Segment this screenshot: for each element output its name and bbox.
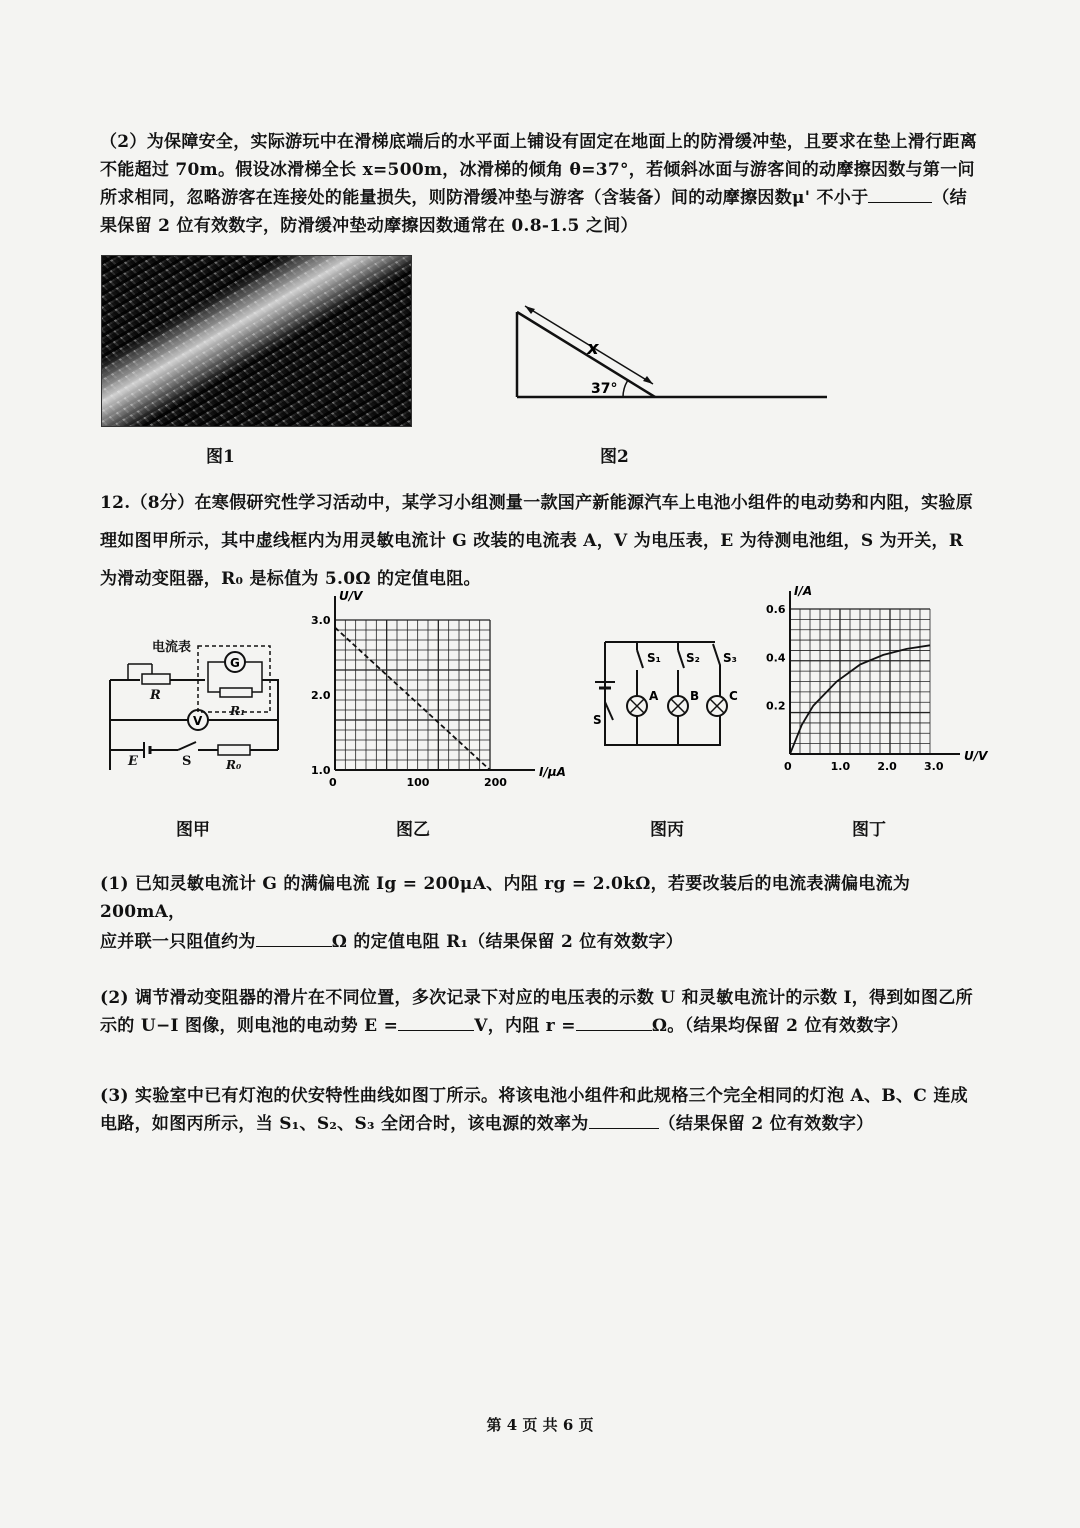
answer-blank-mu[interactable] [868,184,932,203]
fig2-incline-diagram [505,300,845,420]
x-tick-label: 0 [784,760,792,773]
x-tick-label: 100 [406,776,430,789]
bing-b-label: B [690,689,700,703]
jia-r1-label: R₁ [230,704,246,718]
jia-v-label: V [193,714,203,728]
bing-c-label: C [729,689,738,703]
x-tick-label: 0 [329,776,337,789]
x-tick-label: 3.0 [924,760,944,773]
x-tick-label: 1.0 [830,760,851,773]
q12-part1-c: Ω 的定值电阻 R₁（结果保留 2 位有效数字） [331,932,684,952]
y-tick-label: 1.0 [311,764,331,777]
jia-e-label: E [128,754,138,769]
bing-switch-s [605,702,613,720]
y-tick-label: 0.6 [766,603,786,616]
fig2-angle-label: 37° [591,381,618,397]
page-footer: 第 4 页 共 6 页 [486,1416,594,1434]
jia-r-label: R [150,688,161,703]
fig2-arrowhead-bottom [643,376,653,384]
bing-s2-label: S₂ [686,651,700,665]
q12-part2-c: Ω。（结果均保留 2 位有效数字） [651,1016,909,1036]
answer-blank-r[interactable] [576,1012,652,1031]
jia-ammeter-label: 电流表 [152,640,192,655]
bing-switch-s2 [678,650,684,668]
fig-ding-caption: 图丁 [852,820,886,840]
fig2-caption: 图2 [600,447,629,467]
answer-blank-efficiency[interactable] [589,1110,659,1129]
q12-part3-a: (3) 实验室中已有灯泡的伏安特性曲线如图丁所示。将该电池小组件和此规格三个完全相同的灯泡 A、B、C 连成电路，如图丙所示，当 S₁、S₂、S₃ 全闭合时，该电源的效率为 [100,1086,968,1134]
fig-yi-chart [305,589,566,790]
bing-switch-s1 [637,650,643,668]
q12-part2 [100,984,980,1040]
bing-s-label: S [593,713,602,727]
x-tick-label: 200 [484,776,507,789]
y-tick-label: 3.0 [311,614,331,627]
jia-switch [178,742,196,750]
jia-g-label: G [230,656,240,670]
fig2-arrowhead-top [525,306,535,314]
y-axis-label: U/V [339,589,363,603]
fig-ding-chart [760,585,990,785]
x-tick-label: 2.0 [877,760,897,773]
x-axis-label: I/μA [539,765,566,779]
q12-intro: 12.（8分）在寒假研究性学习活动中，某学习小组测量一款国产新能源汽车上电池小组件的电动势和内阻，实验原理如图甲所示，其中虚线框内为用灵敏电流计 G 改装的电流表 A，V 为电压表，E 为待测电池组，S 为开关，R 为滑动变阻器，R₀ 是标值为 5.0Ω 的定值电阻。 [100,493,974,589]
jia-g-left [208,662,225,680]
fig2-slope [517,312,655,397]
bing-a-label: A [649,689,659,703]
y-tick-label: 0.4 [766,651,786,665]
series-line [335,628,490,771]
fig-jia-circuit [100,640,280,770]
jia-s-label: S [182,754,192,769]
q11-part2-text-after: （结果保留 2 位有效数字，防滑缓冲垫动摩擦因数通常在 0.8-1.5 之间） [100,188,967,236]
y-tick-label: 2.0 [311,689,331,702]
fig-bing-circuit [585,630,745,800]
jia-r0-label: R₀ [226,758,242,772]
jia-right-wire [262,680,278,750]
q12-part2-b: V，内阻 r = [474,1016,576,1036]
jia-r1-left [208,680,220,692]
q12-part3-b: （结果保留 2 位有效数字） [658,1114,874,1134]
q12-part3 [100,1082,980,1138]
ice-slide-photo [101,255,412,427]
bing-s3-label: S₃ [723,651,737,665]
q12-part1-line2 [100,928,980,956]
bing-s1-label: S₁ [647,651,661,665]
jia-r1-resistor [220,688,252,697]
fig1-caption: 图1 [206,447,235,467]
q11-part2-text: （2）为保障安全，实际游玩中在滑梯底端后的水平面上铺设有固定在地面上的防滑缓冲垫，且要求在垫上滑行距离不能超过 70m。假设冰滑梯全长 x=500m，冰滑梯的倾角 θ=37°，若倾斜冰面与游客间的动摩擦因数与第一问所求相同，忽略游客在连接处的能量损失，则防滑缓冲垫与游客（含装备）间的动摩擦因数μ' 不小于 [100,132,978,208]
q12-part2-a: (2) 调节滑动变阻器的滑片在不同位置，多次记录下对应的电压表的示数 U 和灵敏电流计的示数 I，得到如图乙所示的 U−I 图像，则电池的电动势 E = [100,988,973,1036]
jia-r0-resistor [218,745,250,755]
bing-outer-wire [605,642,720,745]
fig-yi-caption: 图乙 [396,820,430,840]
fig-jia-caption: 图甲 [176,820,210,840]
answer-blank-r1[interactable] [256,928,332,947]
q11-part2 [100,128,980,240]
y-axis-label: I/A [794,584,813,598]
jia-rheostat [142,674,170,684]
fig-bing-caption: 图丙 [650,820,684,840]
q12-part1-b: 应并联一只阻值约为 [100,932,256,952]
fig2-x-label: x [587,338,599,359]
answer-blank-emf[interactable] [398,1012,474,1031]
y-tick-label: 0.2 [766,699,786,713]
fig2-angle-arc [623,380,628,397]
x-axis-label: U/V [964,749,988,763]
q12-part1: (1) 已知灵敏电流计 G 的满偏电流 Ig = 200μA、内阻 rg = 2.0kΩ，若要改装后的电流表满偏电流为 200mA， [100,874,911,922]
